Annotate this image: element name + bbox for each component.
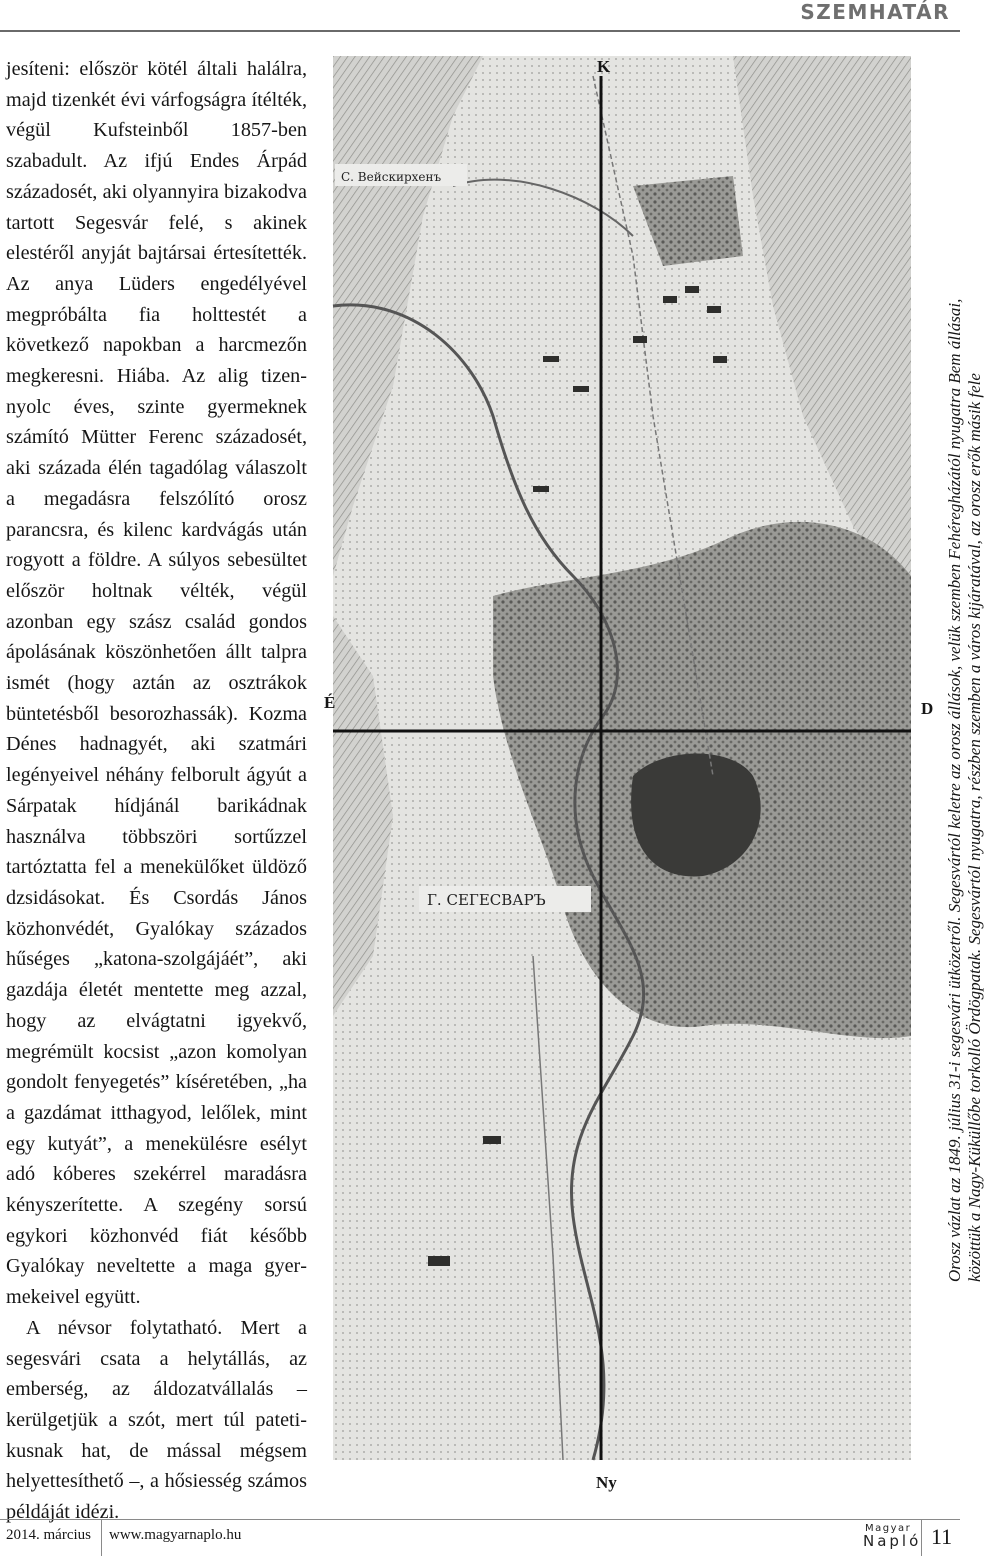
article-paragraph: A névsor folytatható. Mert a segesvári csata a helytállás, az emberség, az áldozatvállalás – kerülgetjük a szót, mert túl patetikusnak hat, de mással mégsem helyettesíthető –, a hősiesség számos példáját idézi. [6,1316,307,1524]
historical-map [333,56,911,1460]
town-label: Г. СЕГЕСВАРЪ [427,891,546,909]
article-column [6,54,307,1528]
compass-north-label: K [597,57,611,76]
header-rule [0,30,960,32]
website-url: www.magyarnaplo.hu [109,1527,242,1543]
caption-line: közöttük a Nagy-Küküllőbe torkolló Ördögpatak. Segesvártól nyugatra, részben szemben a város kijáratával, az orosz erők másik fele [965,373,984,1282]
village-label: С. Вейскирхенъ [341,170,442,184]
compass-east-label: D [921,699,934,718]
footer-divider [921,1520,922,1556]
compass-south-label: Ny [596,1473,617,1492]
compass-west-label: É [324,693,336,712]
footer-rule [0,1519,960,1520]
section-title: SZEMHATÁR [800,0,950,24]
map-drawing [333,56,911,1460]
article-paragraph: jesíteni: először kötél általi halálra, majd tizenkét évi várfogságra ítélték, végül Kufsteinből 1857-ben szabadult. Az ifjú Endes Árpád századosét, aki olyannyira bizakodva tartott Segesvár felé, s akinek elestéről anyját bajtársai értesítették. Az anya Lüders engedélyével megpróbálta fia holttestét a következő napokban a harcmezőn megkeresni. Hiába. Az alig tizennyolc éves, szinte gyermeknek számító Mütter Ferenc századosét, aki százada élén tagadólag válaszolt a megadásra felszólító orosz parancsra, és kilenc kardvágás után rogyott a földre. A súlyos sebesültet először holtnak vélték, végül azonban egy szász család gondos ápolásának köszönhetően állt talpra ismét (hogy aztán az osztrákok büntetésből besorozhassák). Kozma Dénes hadnagyét, aki szatmári legényeivel néhány felborult ágyút a Sárpatak hídjánál barikádnak használva többszöri sortűzzel tartóztatta fel a menekülőket üldöző dzsidásokat. És Csordás János közhonvédét, Gyalókay százados hűséges „katona-szolgájáét”, aki gazdája életét mentette meg azzal, hogy az elvágtatni igyekvő, megrémült kocsist „azon komolyan gondolt fenyegetés” kíséretében, „ha a gazdámat itthagyod, lelőlek, mint egy kutyát”, a menekülésre esélyt adó kóberes szekérrel maradásra kényszerítette. A szegény sorsú egykori közhonvéd fiát később Gyalókay neveltette a maga gyermekeivel együtt. [6,58,307,1309]
caption-line: Orosz vázlat az 1849. július 31-i segesvári ütközetről. Segesvártól keletre az orosz állások, velük szemben Fehéregházától nyugatra Bem állásai, [945,298,964,1282]
magazine-logo: Magyar Napló [863,1523,922,1550]
issue-date: 2014. március [6,1527,91,1543]
footer-divider [101,1520,102,1556]
map-caption [945,47,997,1282]
page-number: 11 [931,1524,953,1549]
